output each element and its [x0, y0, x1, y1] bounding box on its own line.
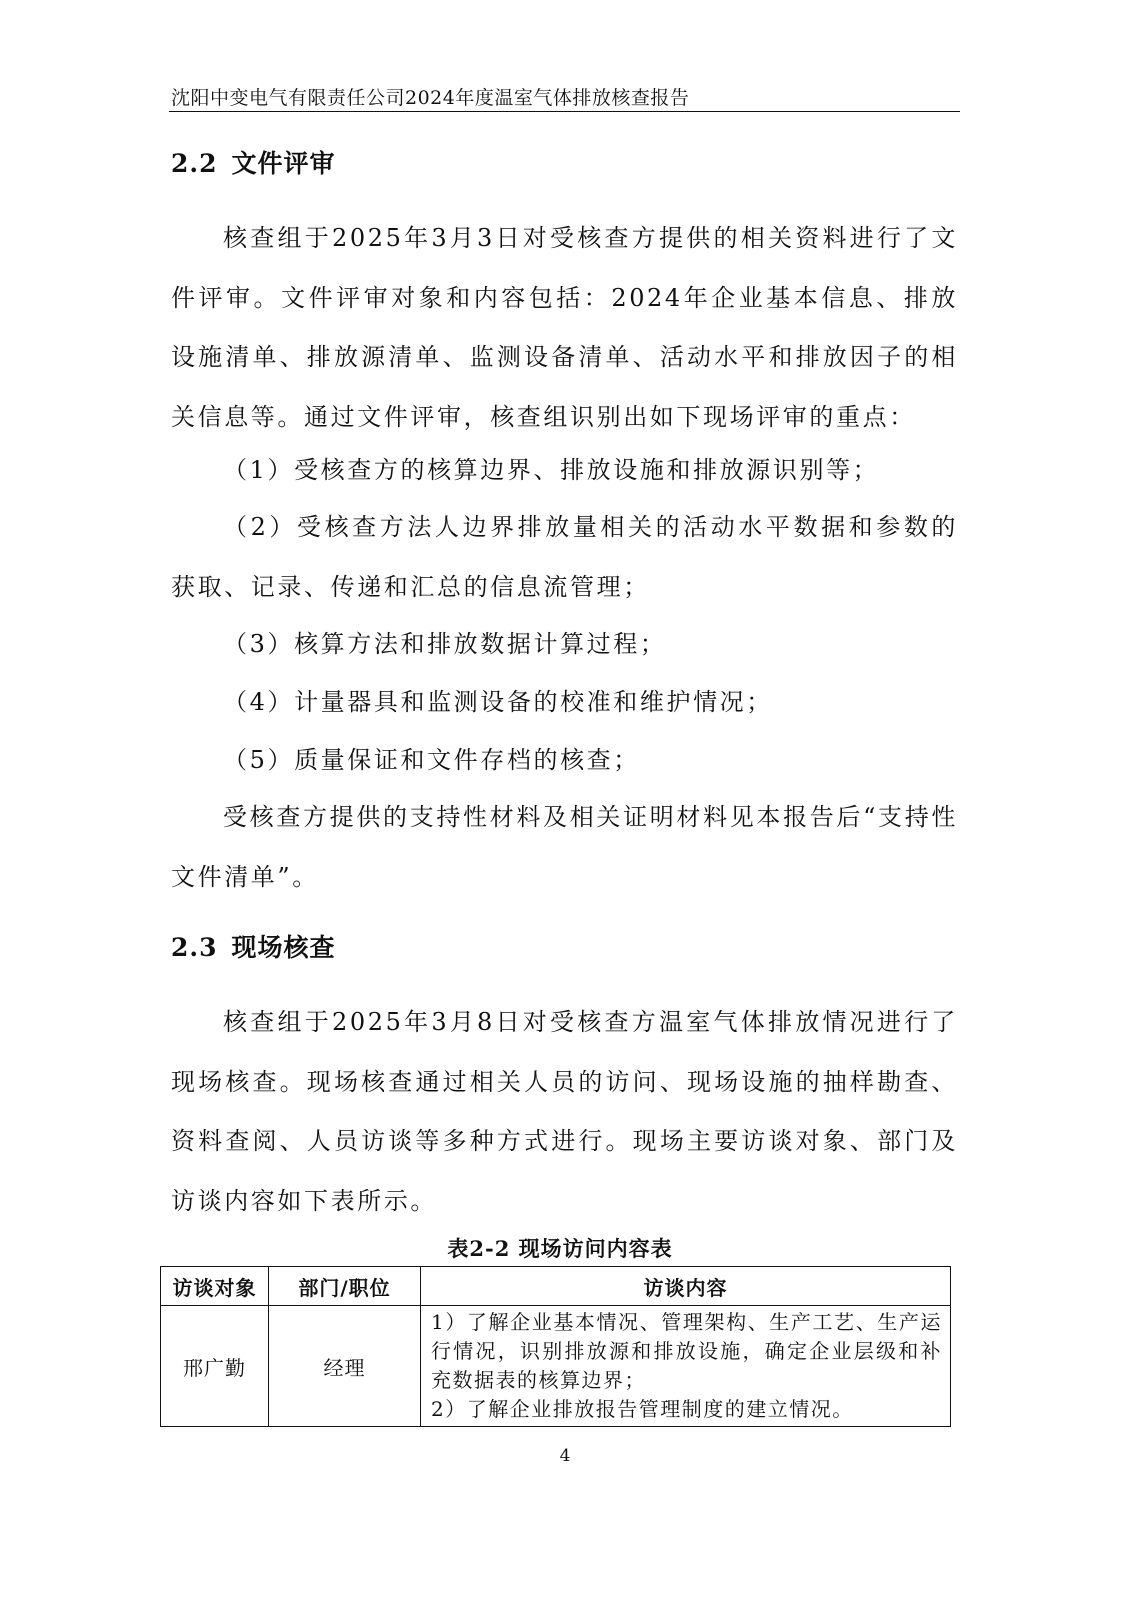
- column-header-content: 访谈内容: [421, 1267, 951, 1306]
- paragraph-document-review: 核查组于2025年3月3日对受核查方提供的相关资料进行了文件评审。文件评审对象和内容包括：2024年企业基本信息、排放设施清单、排放源清单、监测设备清单、活动水平和排放因子的相关信息等。通过文件评审，核查组识别出如下现场评审的重点：: [171, 224, 958, 431]
- cell-content: [421, 1306, 951, 1427]
- page-header: 沈阳中变电气有限责任公司2024年度温室气体排放核查报告: [171, 87, 690, 109]
- table-caption: 表2-2 现场访问内容表: [447, 1236, 673, 1261]
- cell-interviewee: 邢广勤: [161, 1306, 269, 1427]
- cell-position: 经理: [269, 1306, 421, 1427]
- section-heading-2-3: [171, 932, 958, 964]
- section-title: 文件评审: [231, 149, 336, 178]
- section-heading-2-2: [171, 148, 958, 180]
- content-item-2: 2）了解企业排放报告管理制度的建立情况。: [431, 1397, 854, 1421]
- interview-table: [160, 1266, 951, 1427]
- section-number: 2.2: [171, 149, 218, 178]
- header-divider: [169, 111, 960, 112]
- section-title: 现场核查: [231, 933, 336, 962]
- paragraph-site-verification: 核查组于2025年3月8日对受核查方温室气体排放情况进行了现场核查。现场核查通过相关人员的访问、现场设施的抽样勘查、资料查阅、人员访谈等多种方式进行。现场主要访谈对象、部门及访谈内容如下表所示。: [171, 1008, 958, 1215]
- paragraph-supporting-materials: 受核查方提供的支持性材料及相关证明材料见本报告后“支持性文件清单”。: [171, 803, 958, 891]
- review-item-4: （4）计量器具和监测设备的校准和维护情况；: [223, 688, 773, 716]
- section-number: 2.3: [171, 933, 218, 962]
- page-number: 4: [559, 1446, 571, 1466]
- content-item-1: 1）了解企业基本情况、管理架构、生产工艺、生产运行情况，识别排放源和排放设施，确定企业层级和补充数据表的核算边界；: [431, 1310, 942, 1392]
- review-item-5: （5）质量保证和文件存档的核查；: [223, 746, 640, 774]
- review-item-1: （1）受核查方的核算边界、排放设施和排放源识别等；: [223, 456, 880, 484]
- column-header-department: 部门/职位: [269, 1267, 421, 1306]
- review-item-2: （2）受核查方法人边界排放量相关的活动水平数据和参数的获取、记录、传递和汇总的信息流管理；: [171, 513, 958, 601]
- table-row: [161, 1306, 951, 1427]
- column-header-interviewee: 访谈对象: [161, 1267, 269, 1306]
- table-header-row: [161, 1267, 951, 1306]
- review-item-3: （3）核算方法和排放数据计算过程；: [223, 630, 667, 658]
